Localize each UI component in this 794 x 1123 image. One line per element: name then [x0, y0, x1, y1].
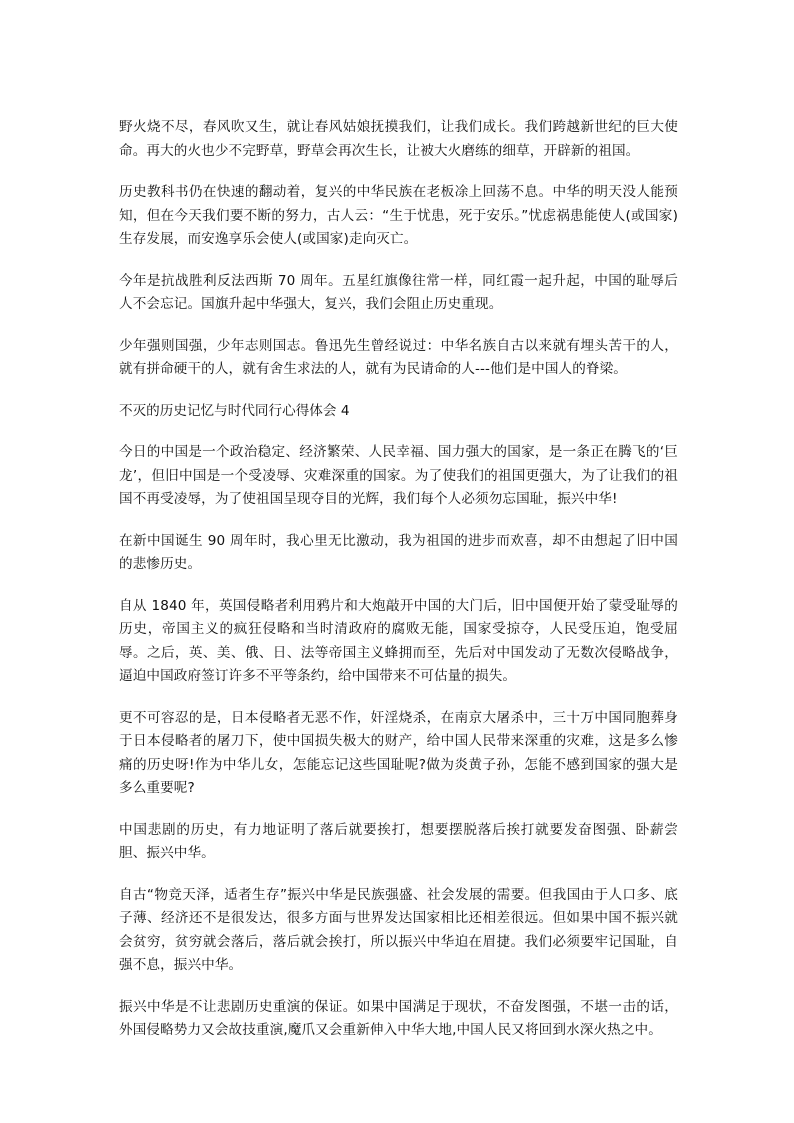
paragraph-survival: 自古“物竞天泽，适者生存”振兴中华是民族强盛、社会发展的需要。但我国由于人口多、底子薄、经济还不是很发达，很多方面与世界发达国家相比还相差很远。但如果中国不振兴就会贫穷，贫穷就会落后，落后就会挨打，所以振兴中华迫在眉捷。我们必须要牢记国耻，自强不息，振兴中华。 — [119, 886, 678, 973]
paragraph-wildfire: 野火烧不尽，春风吹又生，就让春风姑娘抚摸我们，让我们成长。我们跨越新世纪的巨大使命。再大的火也少不完野草，野草会再次生长，让被大火磨练的细草，开辟新的祖国。 — [119, 119, 678, 159]
paragraph-youth: 少年强则国强，少年志则国志。鲁迅先生曾经说过：中华名族自古以来就有埋头苦干的人，就有拼命硬干的人，就有舍生求法的人，就有为民请命的人---他们是中国人的脊梁。 — [119, 337, 678, 377]
paragraph-history-textbook: 历史教科书仍在快速的翻动着，复兴的中华民族在老板凃上回荡不息。中华的明天没人能预知，但在今天我们要不断的努力，古人云：“生于忧患，死于安乐。”忧虑祸患能使人(或国家)生存发展，而安逸享乐会使人(或国家)走向灭亡。 — [119, 184, 678, 247]
paragraph-anniversary: 今年是抗战胜利反法西斯 70 周年。五星红旗像往常一样，同红霞一起升起，中国的耻辱后人不会忘记。国旗升起中华强大，复兴，我们会阻止历史重现。 — [119, 272, 678, 312]
paragraph-new-china: 在新中国诞生 90 周年时，我心里无比激动，我为祖国的进步而欢喜，却不由想起了旧中国的悲惨历史。 — [119, 532, 678, 572]
section-title: 不灭的历史记忆与时代同行心得体会 4 — [119, 402, 350, 419]
paragraph-1840: 自从 1840 年，英国侵略者利用鸦片和大炮敲开中国的大门后，旧中国便开始了蒙受耻辱的历史，帝国主义的疯狂侵略和当时清政府的腐败无能，国家受掠夺，人民受压迫，饱受屈辱。之后，英、美、俄、日、法等帝国主义蜂拥而至，先后对中国发动了无数次侵略战争，逼迫中国政府签订许多不平等条约，给中国带来不可估量的损失。 — [119, 597, 678, 684]
paragraph-nanjing: 更不可容忍的是，日本侵略者无恶不作，奸淫烧杀，在南京大屠杀中，三十万中国同胞葬身于日本侵略者的屠刀下，使中国损失极大的财产，给中国人民带来深重的灾难，这是多么惨痛的历史呀!作为中华儿女，怎能忘记这些国耻呢?做为炎黄子孙，怎能不感到国家的强大是多么重要呢? — [119, 709, 678, 796]
paragraph-tragedy: 中国悲剧的历史，有力地证明了落后就要挨打，想要摆脱落后挨打就要发奋图强、卧薪尝胆、振兴中华。 — [119, 821, 678, 861]
document-body — [119, 116, 678, 1061]
paragraph-today-china: 今日的中国是一个政治稳定、经济繁荣、人民幸福、国力强大的国家，是一条正在腾飞的‘巨龙’，但旧中国是一个受凌辱、灾难深重的国家。为了使我们的祖国更强大，为了让我们的祖国不再受凌辱，为了使祖国呈现夺目的光辉，我们每个人必须勿忘国耻，振兴中华! — [119, 444, 678, 507]
paragraph-guarantee: 振兴中华是不让悲剧历史重演的保证。如果中国满足于现状，不奋发图强，不堪一击的话，外国侵略势力又会故技重演,魔爪又会重新伸入中华大地,中国人民又将回到水深火热之中。 — [119, 998, 678, 1038]
